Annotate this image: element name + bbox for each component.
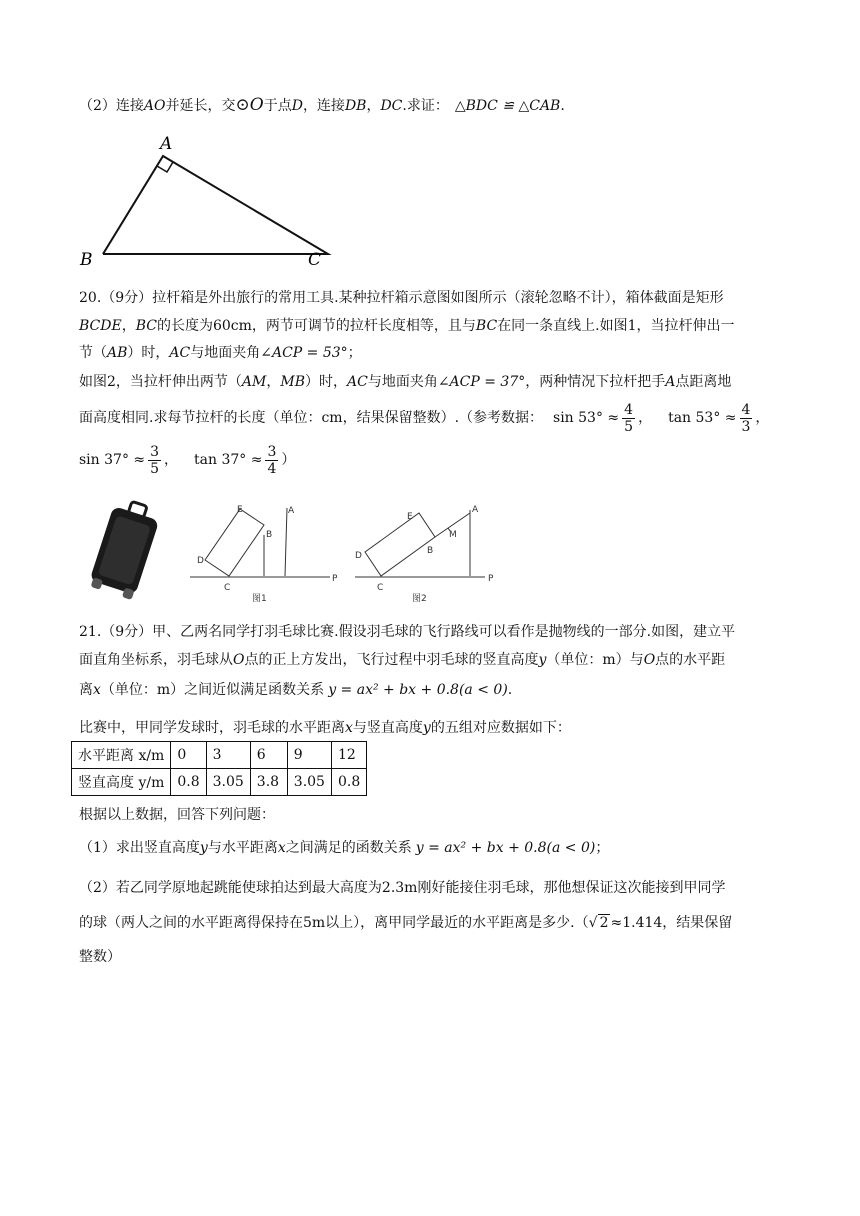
q21-after-table: 根据以上数据，回答下列问题： <box>79 807 275 823</box>
ref-sin37: sin 37° ≈ <box>79 452 146 468</box>
q19-text: . <box>560 98 565 114</box>
ref-tan53: tan 53° ≈ <box>668 410 737 426</box>
q20-line-5: 面高度相同.求每节拉杆的长度（单位：cm，结果保留整数）.（参考数据： sin 53° ≈ $\frac{4}{5}$ ， tan 53° ≈ $\frac{4}{3}$ ， <box>79 401 770 435</box>
q19-text: 于点 <box>263 98 292 114</box>
frac-sin37 <box>148 444 161 477</box>
table-cell: 6 <box>250 742 287 769</box>
q20-text: AC <box>347 374 368 390</box>
q19-dc: DC <box>380 98 403 114</box>
q21-text: 与竖直高度 <box>352 720 423 736</box>
figure-2-caption: 图2 <box>412 594 427 604</box>
triangle-figure <box>70 130 340 270</box>
q19-d: D <box>291 98 303 114</box>
vertex-c-label: C <box>308 250 322 270</box>
table-row-header: 竖直高度 y/m <box>72 769 171 796</box>
frac-num: 4 <box>624 401 634 418</box>
q20-text: BC <box>135 318 157 334</box>
q21-text: 面直角坐标系，羽毛球从 <box>79 652 233 668</box>
frac-den: 4 <box>267 460 277 477</box>
ref-sin53: sin 53° ≈ <box>553 410 620 426</box>
table-cell: 12 <box>331 742 366 769</box>
q20-text: 如图2，当拉杆伸出两节（ <box>79 374 242 390</box>
q20-text: 的长度为60cm，两节可调节的拉杆长度相等，且与 <box>156 318 476 334</box>
table-cell: 0.8 <box>331 769 366 796</box>
frac-tan37 <box>265 444 278 477</box>
q20-text: MB <box>280 374 305 390</box>
q21-text: 的五组对应数据如下： <box>430 720 571 736</box>
frac-num: 3 <box>150 443 160 460</box>
q21-text: 点的水平距 <box>655 652 726 668</box>
q19-part2 <box>79 95 784 116</box>
q20-text: AC <box>169 345 191 361</box>
q19-text: 并延长，交 <box>165 98 236 114</box>
q21-text: （1）求出竖直高度 <box>79 840 200 856</box>
q21-part2-line-3: 整数） <box>79 949 121 965</box>
label-p: P <box>332 574 338 584</box>
q20-text: ，两种情况下拉杆把手 <box>525 374 666 390</box>
triangle-abc <box>103 156 328 254</box>
q19-text: （2）连接 <box>79 98 144 114</box>
table-cell: 0 <box>171 742 206 769</box>
q20-text: 节（ <box>79 345 107 361</box>
q21-text: 与水平距离 <box>207 840 278 856</box>
q19-text: ， <box>366 98 381 114</box>
q20-text: ）时， <box>305 374 347 390</box>
label-a: A <box>288 506 295 516</box>
q21-text: y <box>538 652 547 668</box>
figure-2 <box>345 500 510 608</box>
q21-text: 之间满足的函数关系 <box>285 840 412 856</box>
q20-text: 与地面夹角 <box>190 345 261 361</box>
q21-text: . <box>507 682 513 698</box>
table-row <box>72 769 367 796</box>
frac-sin53 <box>622 402 635 435</box>
label-d: D <box>355 551 362 561</box>
frac-tan53 <box>740 402 753 435</box>
q20-line-6: sin 37° ≈ $\frac{3}{5}$ ， tan 37° ≈ $\frac{3}{4}$ ） <box>79 443 296 477</box>
frac-num: 4 <box>741 401 751 418</box>
q21-text: （单位：m）与 <box>546 652 644 668</box>
q20-text: AM <box>241 374 267 390</box>
label-b: B <box>266 530 273 540</box>
figure-1-caption: 图1 <box>252 594 267 604</box>
q21-text: O <box>233 652 245 668</box>
q20-text: BC <box>475 318 498 334</box>
table-cell: 9 <box>287 742 331 769</box>
q21-text: ≈1.414，结果保留 <box>610 915 733 931</box>
q21-text: x <box>93 682 101 698</box>
label-d: D <box>197 556 204 566</box>
q21-line-1: 21.（9分）甲、乙两名同学打羽毛球比赛.假设羽毛球的飞行路线可以看作是抛物线的一部分.如图，建立平 <box>79 624 736 640</box>
label-p: P <box>488 574 494 584</box>
label-b: B <box>427 546 434 556</box>
q20-text: AB <box>107 345 128 361</box>
q21-part1 <box>79 838 784 858</box>
q20-angle-53: ∠ACP = 53° <box>260 345 348 361</box>
q19-text: .求证： <box>402 98 449 114</box>
q20-text: ） <box>281 452 296 468</box>
frac-den: 3 <box>741 418 751 435</box>
sqrt-radicand: 2 <box>599 915 609 931</box>
table-cell: 3 <box>206 742 250 769</box>
q21-text: x <box>345 720 353 736</box>
q19-proof-statement: △BDC ≌ △CAB <box>454 98 561 114</box>
q20-text: BCDE <box>79 318 122 334</box>
suitcase-rect-bcde <box>365 513 435 576</box>
table-cell: 3.05 <box>206 769 250 796</box>
table-cell: 3.05 <box>287 769 331 796</box>
q20-text: ， <box>121 318 136 334</box>
q20-text: ）时， <box>127 345 170 361</box>
q21-text: 比赛中，甲同学发球时，羽毛球的水平距离 <box>79 720 345 736</box>
q20-text: ， <box>266 374 281 390</box>
label-e: E <box>407 512 413 522</box>
q21-text: （单位：m）之间近似满足函数关系 <box>100 682 325 698</box>
q19-db: DB <box>344 98 367 114</box>
height-line <box>285 508 287 576</box>
vertex-a-label: A <box>160 134 173 154</box>
suitcase-rect-bcde <box>205 509 264 576</box>
q20-text: 在同一条直线上.如图1，当拉杆伸出一 <box>497 318 735 334</box>
frac-num: 3 <box>267 443 277 460</box>
q20-line-2 <box>79 316 784 336</box>
q19-text: ，连接 <box>302 98 345 114</box>
q21-line-3 <box>79 680 784 700</box>
label-m: M <box>449 530 457 540</box>
q20-line-4 <box>79 372 784 392</box>
ref-tan37: tan 37° ≈ <box>194 452 263 468</box>
q20-text: 与地面夹角 <box>367 374 438 390</box>
table-row-header: 水平距离 x/m <box>72 742 171 769</box>
table-cell: 3.8 <box>250 769 287 796</box>
q20-text: A <box>665 374 676 390</box>
label-c: C <box>224 583 231 593</box>
q21-p1-formula: y = ax² + bx + 0.8(a < 0) <box>415 840 596 856</box>
label-a: A <box>472 505 479 515</box>
sqrt-symbol: √ <box>588 915 598 931</box>
q19-ao: AO <box>143 98 166 114</box>
data-table <box>71 741 367 796</box>
q21-text: ； <box>595 840 610 856</box>
q20-line-1: 20.（9分）拉杆箱是外出旅行的常用工具.某种拉杆箱示意图如图所示（滚轮忽略不计），箱体截面是矩形 <box>79 290 724 306</box>
luggage-panel <box>98 515 151 585</box>
q21-text: O <box>643 652 656 668</box>
label-e: E <box>237 505 243 515</box>
q20-text: ； <box>347 345 362 361</box>
q21-line-4 <box>79 718 784 738</box>
luggage-handle <box>128 501 147 517</box>
q21-line-2 <box>79 650 784 670</box>
table-cell: 0.8 <box>171 769 206 796</box>
q21-text: x <box>277 840 286 856</box>
q21-text: 的球（两人之间的水平距离得保持在5m以上），离甲同学最近的水平距离是多少.（ <box>79 915 589 931</box>
q21-part2-line-1: （2）若乙同学原地起跳能使球拍达到最大高度为2.3m刚好能接住羽毛球，那他想保证这次能接到甲同学 <box>79 880 726 896</box>
q21-text: y <box>422 720 431 736</box>
q21-text: 离 <box>79 682 93 698</box>
q19-circle-o: ⊙O <box>235 95 264 115</box>
q20-text: 面高度相同.求每节拉杆的长度（单位：cm，结果保留整数）.（参考数据： <box>79 410 544 426</box>
luggage-photo <box>78 500 173 605</box>
figure-1 <box>180 500 350 608</box>
q21-text: 点的正上方发出，飞行过程中羽毛球的竖直高度 <box>244 652 539 668</box>
label-c: C <box>377 583 384 593</box>
q21-formula: y = ax² + bx + 0.8(a < 0) <box>328 682 508 698</box>
q21-part2-line-2 <box>79 913 784 933</box>
frac-den: 5 <box>150 460 160 477</box>
frac-den: 5 <box>624 418 634 435</box>
q20-line-3 <box>79 343 784 363</box>
vertex-b-label: B <box>80 250 93 270</box>
table-row <box>72 742 367 769</box>
q20-text: 点距离地 <box>675 374 732 390</box>
q21-text: y <box>199 840 208 856</box>
q20-angle-37: ∠ACP = 37° <box>437 374 526 390</box>
